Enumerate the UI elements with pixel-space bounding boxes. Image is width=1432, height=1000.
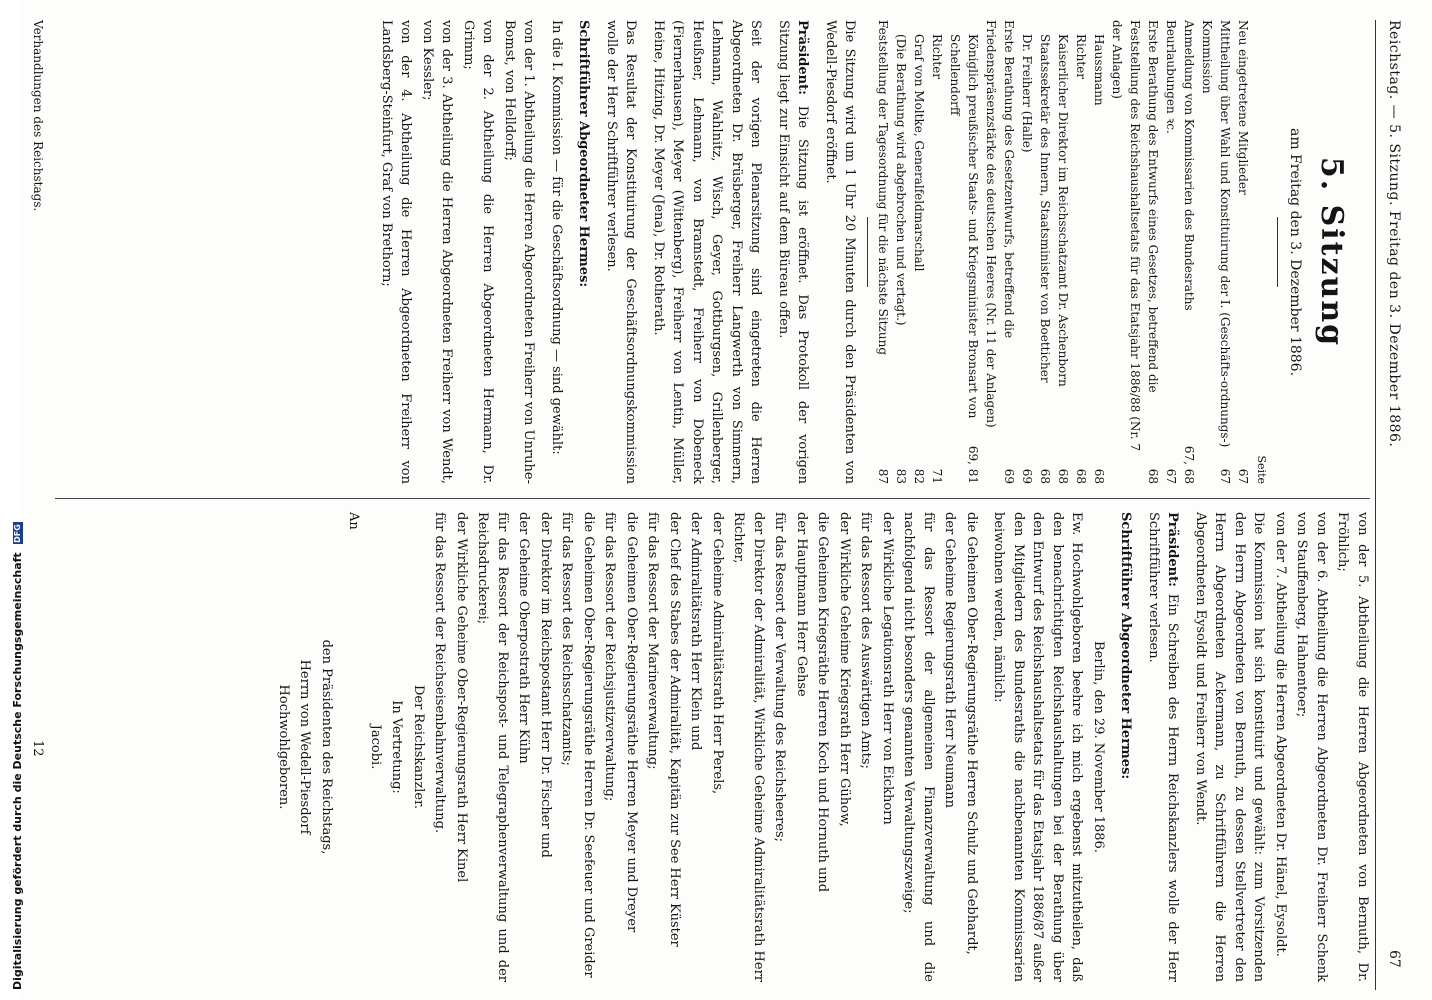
toc-item	[929, 20, 947, 484]
toc-item-text: Graf von Moltke, Generalfeldmarschall	[912, 34, 927, 272]
toc-item-text: Dr. Freiherr (Halle)	[1020, 34, 1035, 153]
commissioner-item: für das Ressort des Reichsschatzamts;	[559, 512, 575, 766]
letter-body: Ew. Hochwohlgeboren beehre ich mich ergebenst mitzutheilen, daß den benachrichtigten Reichshaushaltungen bei der Berathung über den Entwurf des Reichshaushaltsetats für das Etatsjahr 1886/87 außer den Mitgliedern des Bundesraths die nachbenannten Kommissarien beiwohnen werden, nämlich:	[991, 512, 1085, 982]
toc-item-text: Neu eingetretene Mitglieder	[1236, 20, 1251, 195]
commissioner-item: der Geheime Regierungsrath Herr Neumann	[942, 512, 958, 808]
right-column	[272, 512, 1373, 982]
toc-item-text: Königlich preußischer Staats- und Kriegsminister Bronsart von Schellendorff	[948, 34, 981, 419]
commissioner-item: der Hauptmann Herr Gehse	[794, 512, 809, 697]
commissioner-item: die Geheimen Ober-Regierungsräthe Herren Dr. Seefeuer und Greider	[581, 512, 596, 978]
commissioner-item: der Geheime Admiralitätsrath Herr Perels,	[710, 512, 725, 795]
column-rule	[55, 498, 1370, 499]
toc-item-page: 69, 81	[966, 445, 981, 484]
commissioner-item: der Wirkliche Legationsrath Herr von Eickhorn	[880, 512, 895, 825]
elected-list	[377, 20, 539, 484]
toc-item	[1235, 20, 1253, 484]
left-column	[375, 20, 1373, 484]
commissioner-item: für das Ressort der Reichsjustizverwaltung;	[602, 512, 618, 802]
toc-item	[893, 20, 911, 484]
letter-signature-deputy: In Vertretung:	[389, 700, 405, 794]
toc-item-page: 67	[1236, 468, 1251, 484]
toc-rule	[868, 217, 869, 287]
toc-item-text: Richter	[930, 34, 945, 79]
page-number-bottom: 12	[30, 740, 45, 757]
toc-item-page: 68	[1038, 468, 1053, 484]
elected-list-continued	[1271, 512, 1373, 982]
letter-address-3: Hochwohlgeboren.	[276, 684, 291, 810]
commissioner-list	[430, 512, 981, 982]
president-paragraph-1	[774, 20, 813, 484]
speaker-label: Präsident:	[795, 20, 811, 95]
toc-item-text: Haussmann	[1092, 34, 1107, 106]
letter-address-1: den Präsidenten des Reichstags,	[319, 639, 334, 855]
toc-item-page: 68	[1146, 468, 1161, 484]
commissioner-item: für das Ressort der Marineverwaltung;	[645, 512, 661, 770]
page-number: 67	[1386, 950, 1402, 968]
toc-item-page: 67	[1164, 468, 1179, 484]
secretary-label: Schriftführer Abgeordneter Hermes:	[576, 20, 592, 288]
toc-item-text: Staatssekretär des Innern, Staatsminister von Boetticher	[1038, 34, 1053, 383]
toc-item-page: 69	[1002, 468, 1017, 484]
elected-item: von der 4. Abtheilung die Herren Abgeordneten Freiherr von Landsberg-Steinfurt, Graf von Brethorn;	[379, 20, 414, 484]
secretary-label: Schriftführer Abgeordneter Hermes:	[1118, 512, 1134, 780]
toc-item	[1163, 20, 1181, 484]
paragraph-text: Ein Schreiben des Herrn Reichskanzlers wolle der Herr Schriftführer verlesen.	[1146, 512, 1181, 982]
dfg-logo: DFG	[13, 524, 22, 543]
toc-item-text: Erste Berathung des Entwurfs eines Gesetzes, betreffend die Feststellung des Reichshaushaltsetats für das Etatsjahr 1886/88 (Nr. 7 der Anlagen)	[1110, 20, 1161, 452]
commissioner-item: der Wirkliche Geheime Kriegsrath Herr Gühow,	[837, 512, 852, 827]
footer-note: Verhandlungen des Reichstags.	[31, 20, 45, 212]
toc-item-text: Feststellung der Tagesordnung für die nächste Sitzung	[876, 20, 891, 356]
opening-paragraph: Die Sitzung wird um 1 Uhr 20 Minuten durch den Präsidenten von Wedell-Piesdorf eröffnet.	[823, 20, 858, 484]
commissioner-item: der Geheime Oberpostrath Herr Kühn	[516, 512, 532, 764]
commissioner-item: die Geheimen Ober-Regierungsräthe Herren Meyer und Dreyer	[624, 512, 639, 933]
toc-item	[1073, 20, 1091, 484]
commissioner-item: für das Ressort der Verwaltung des Reichsheeres;	[772, 512, 788, 843]
letter-place-date: Berlin, den 29. November 1886.	[1091, 641, 1106, 853]
toc-item-text: (Die Berathung wird abgebrochen und vertagt.)	[894, 34, 909, 326]
toc-item-page: 83	[894, 468, 909, 484]
commissioner-item: der Direktor der Admiralität, Wirkliche Geheime Admiralitätsrath Herr Richter,	[731, 512, 766, 982]
toc-item-text: Anmeldung von Kommissarien des Bundesraths	[1182, 20, 1197, 311]
toc-item-page: 69	[1020, 468, 1035, 484]
header-rule	[1375, 20, 1376, 990]
toc-item-text: Beurlaubungen ꝛc.	[1164, 20, 1179, 134]
elected-item: von der 3. Abtheilung die Herren Abgeordneten Freiherr von Wendt, von Kessler;	[420, 20, 455, 484]
commissioner-item: der Wirkliche Geheime Ober-Regierungsrath Herr Kinel	[454, 512, 469, 883]
toc-item-page: 67, 68	[1182, 445, 1197, 484]
toc-item-text: Kaiserlicher Direktor im Reichsschatzamt Dr. Aschenborn	[1056, 34, 1071, 387]
letter-signature: Der Reichskanzler.	[411, 684, 426, 810]
toc-item	[1109, 20, 1163, 484]
rotated-page-content	[12, 0, 1432, 1000]
new-members-paragraph: Seit der vorigen Plenarsitzung sind eingetreten die Herren Abgeordneten Dr. Brüsberger, Freiherr Langwerth von Simmern, Lehmann, Wahlnitz, Wisch, Geyer, Gottburgsen, Grillenberger, Heußner, Lehmann, von Bramstedt, Freiherr von Dobeneck (Fiernerhausen), Meyer (Wittenberg), Freiherr von Lentin, Müller, Heine, Hitzing, Dr. Meyer (Jena), Dr. Rotherath.	[651, 20, 764, 484]
toc-item	[1199, 20, 1235, 484]
toc-item	[1019, 20, 1037, 484]
running-head-text: Reichstag. — 5. Sitzung. Freitag den 3. Dezember 1886.	[1386, 20, 1402, 448]
commissioner-item: für das Ressort des Auswärtigen Amts;	[858, 512, 874, 769]
elected-item: von der 1. Abtheilung die Herren Abgeordneten Freiherr von Unruhe-Bomst, von Helldorff;	[502, 20, 537, 484]
commissioner-item: die Geheimen Kriegsräthe Herren Koch und Hornuth und	[815, 512, 831, 893]
session-title: 5. Sitzung	[1314, 156, 1349, 348]
toc-item-page: 67	[1218, 468, 1233, 484]
toc-item-page: 68	[1074, 468, 1089, 484]
commissioner-item: für das Ressort der Reichseisenbahnverwaltung.	[432, 512, 448, 834]
letter-address-an: An	[346, 512, 362, 530]
toc-list	[875, 20, 1253, 484]
elected-intro: In die I. Kommission — für die Geschäftsordnung — sind gewählt:	[549, 20, 564, 455]
paragraph-text: Die Sitzung ist eröffnet. Das Protokoll der vorigen Sitzung liegt zur Einsicht auf dem Büreau offen.	[776, 20, 811, 484]
toc-item	[1181, 20, 1199, 484]
toc-item-text: Mittheilung über Wahl und Konstituirung der I. (Geschäfts-ordnungs-) Kommission	[1200, 20, 1233, 448]
toc-item	[1091, 20, 1109, 484]
toc-seite-label: Seite	[1255, 455, 1268, 484]
commissioner-item: für das Ressort der Reichspost- und Telegraphenverwaltung und der Reichsdruckerei;	[475, 512, 510, 982]
commissioner-item: der Chef des Stabes der Admiralität, Kapitän zur See Herr Küster	[667, 512, 682, 947]
digitization-note-text: Digitalisierung gefördert durch die Deutsche Forschungsgemeinschaft	[11, 552, 24, 990]
toc-item-text: Richter	[1074, 34, 1089, 79]
speaker-label: Präsident:	[1165, 512, 1181, 587]
title-rule	[1277, 217, 1278, 287]
commissioner-item: der Admiralitätsrath Herr Klein und	[688, 512, 704, 751]
session-date: am Freitag den 3. Dezember 1886.	[1287, 127, 1303, 377]
toc-item-page: 87	[876, 468, 891, 484]
president-paragraph-2	[1144, 512, 1183, 982]
table-of-contents	[875, 20, 1270, 484]
elected-item: von der 7. Abtheilung die Herren Abgeordneten Dr. Hänel, Eysoldt.	[1273, 512, 1288, 957]
toc-item	[1055, 20, 1073, 484]
commission-paragraph: Das Resultat der Konstituirung der Geschäftsordnungskommission wolle der Herr Schriftführer verlesen.	[604, 20, 639, 484]
commissioner-item: die Geheimen Ober-Regierungsräthe Herren Schulz und Gebhardt,	[964, 512, 979, 955]
letter-signer: Jacobi.	[368, 724, 383, 770]
toc-item-page: 68	[1092, 468, 1107, 484]
toc-item	[983, 20, 1019, 484]
toc-item	[875, 20, 893, 484]
elected-item: von der 6. Abtheilung die Herren Abgeordneten Dr. Freiherr Schenk von Stauffenberg, Hahnentoer;	[1294, 512, 1329, 982]
letter-address-2: Herrn von Wedell-Piesdorf	[297, 659, 313, 835]
toc-item	[947, 20, 983, 484]
toc-item	[1037, 20, 1055, 484]
toc-item-page: 68	[1056, 468, 1071, 484]
elected-item: von der 5. Abtheilung die Herren Abgeordneten von Bernuth, Dr. Fröhlich;	[1335, 512, 1370, 982]
constitution-paragraph: Die Kommission hat sich konstituirt und gewählt: zum Vorsitzenden den Herrn Abgeordneten von Bernuth, zu dessen Stellvertreter den Herrn Abgeordneten Ackermann, zu Schriftführern die Herren Abgeordneten Eysoldt und Freiherr von Wendt.	[1193, 512, 1267, 982]
toc-item-page: 82	[912, 468, 927, 484]
elected-item: von der 2. Abtheilung die Herren Abgeordneten Hermann, Dr. Grimm;	[461, 20, 496, 484]
toc-item-text: Erste Berathung des Gesetzentwurfs, betreffend die Friedenspräsenzstärke des deutschen Heeres (Nr. 11 der Anlagen)	[984, 20, 1017, 428]
commissioner-item: für das Ressort der allgemeinen Finanzverwaltung und die nachfolgend nicht besonders genannten Verwaltungszweige;	[901, 512, 936, 982]
toc-item-page: 71	[930, 468, 945, 484]
toc-item	[911, 20, 929, 484]
commissioner-item: der Direktor im Reichspostamt Herr Dr. Fischer und	[538, 512, 553, 858]
